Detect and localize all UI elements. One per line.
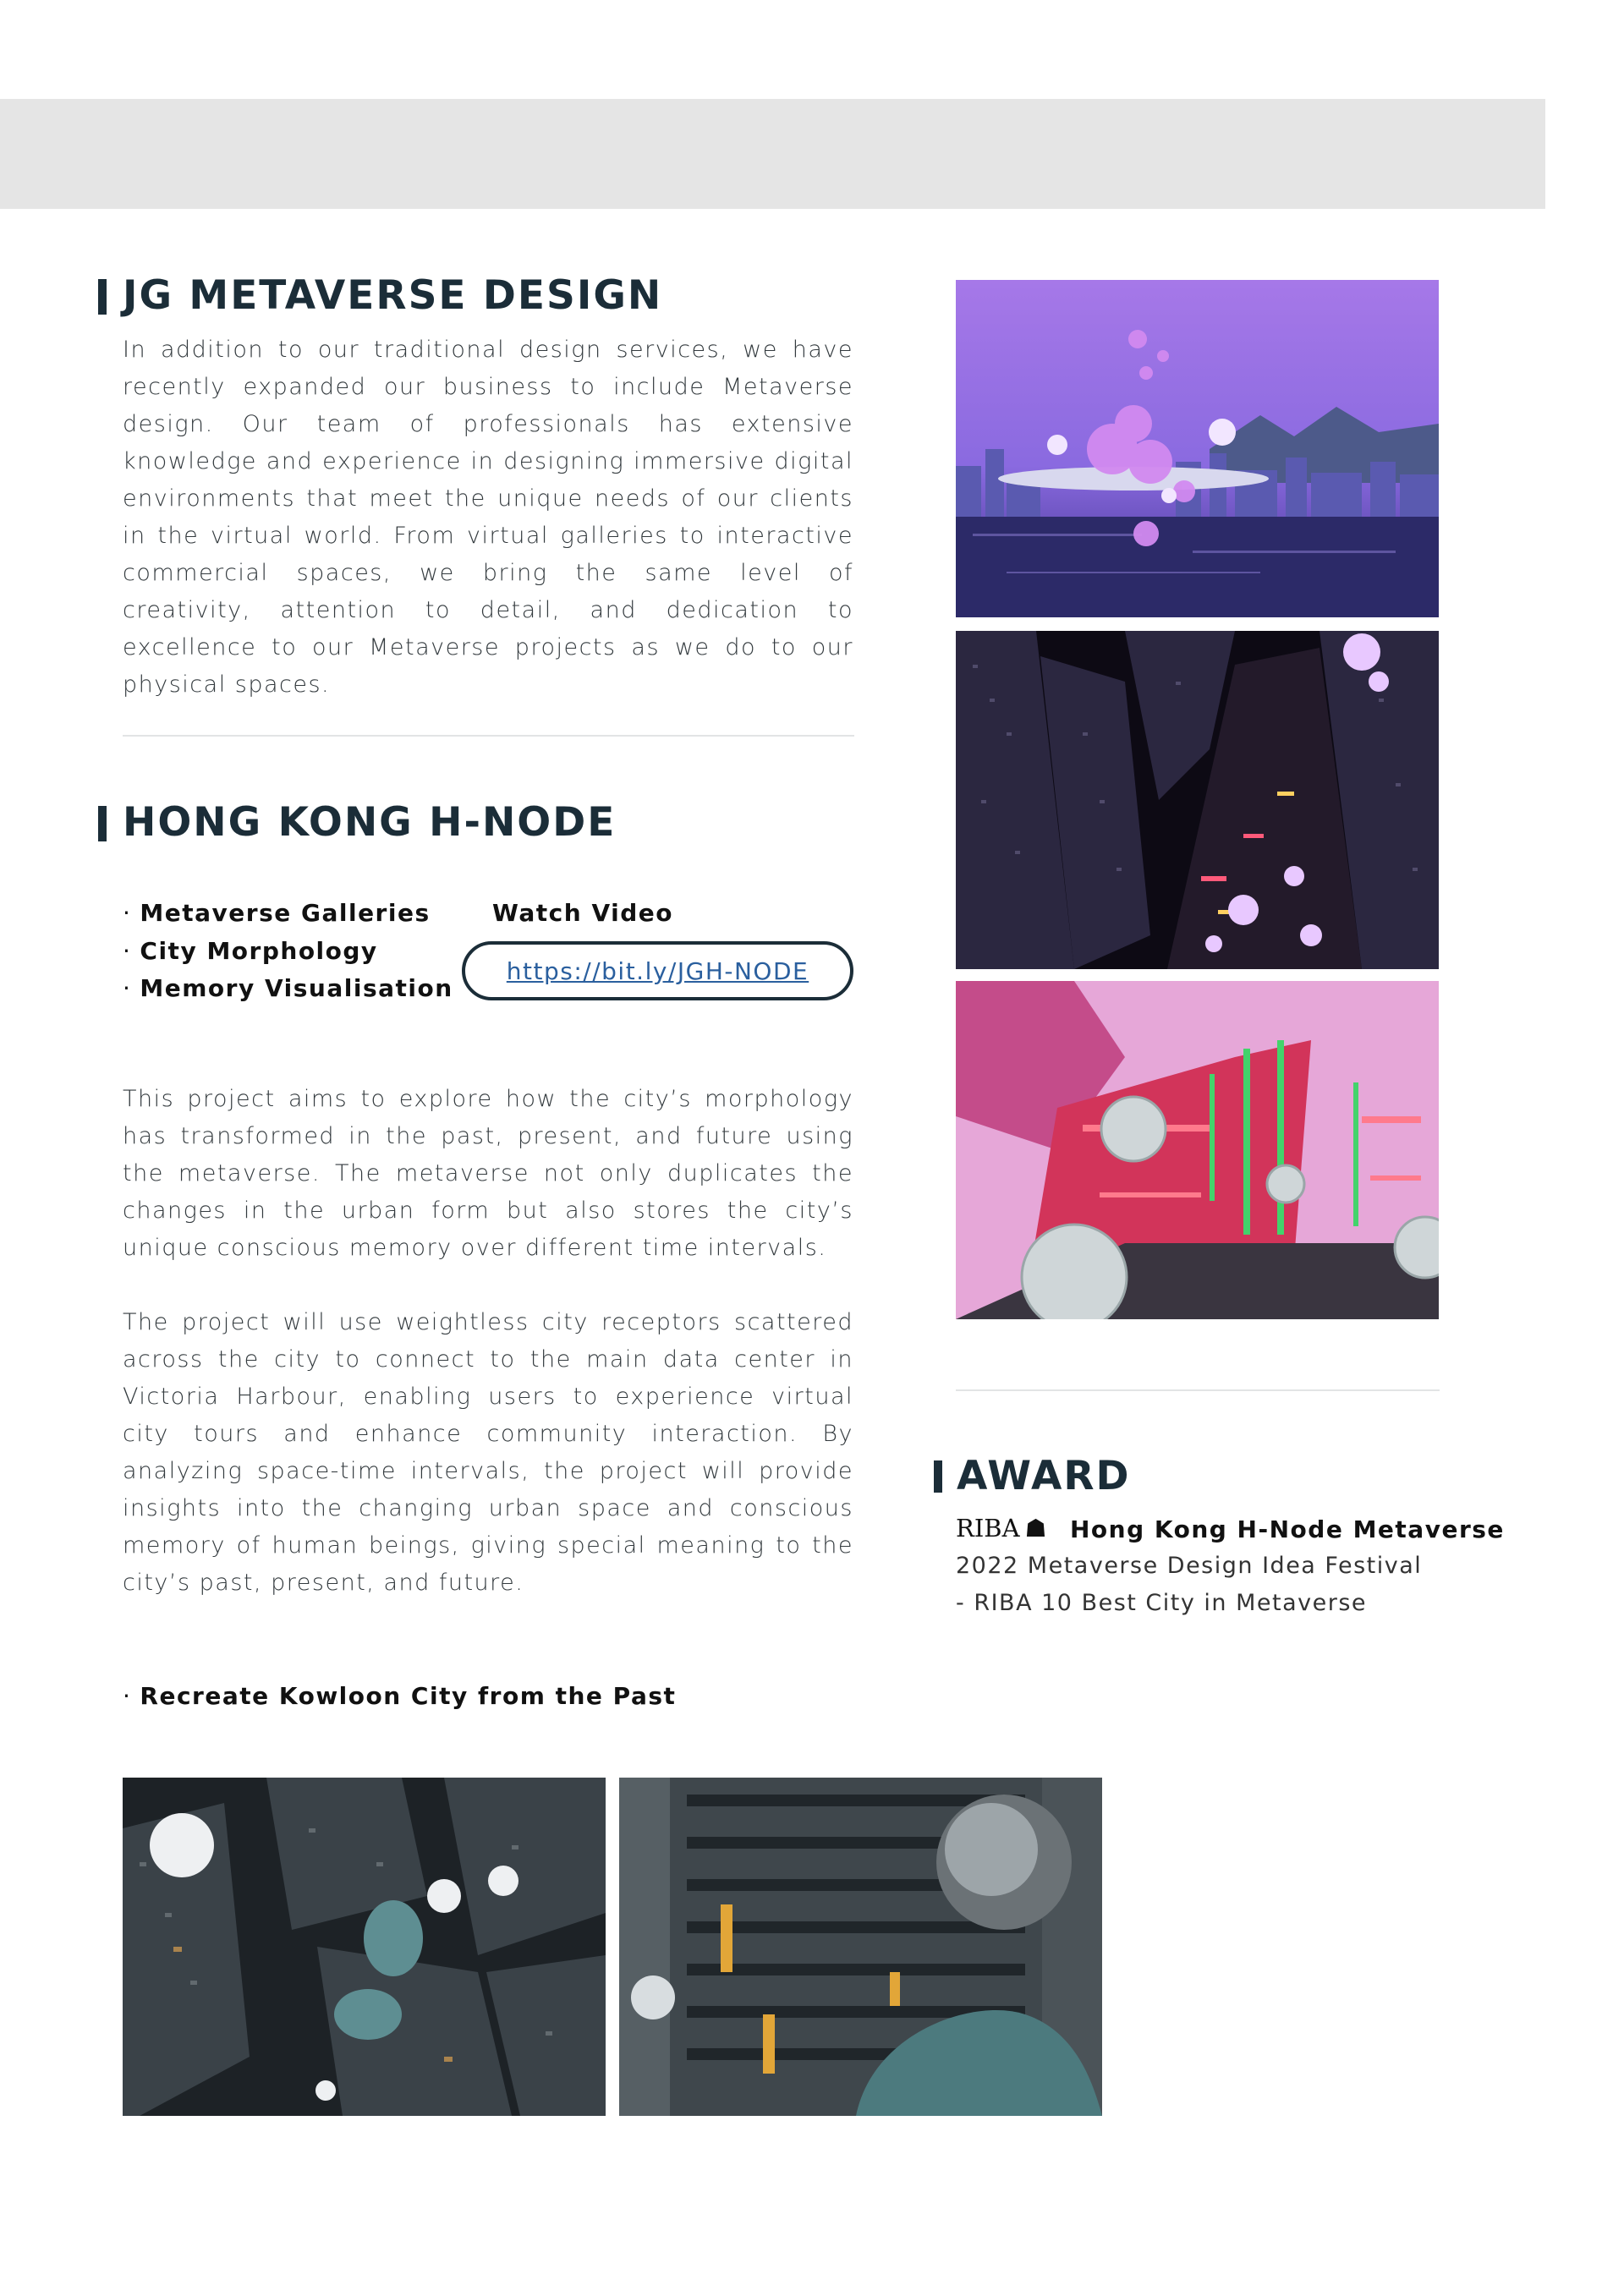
heading-accent-bar [98,806,107,841]
section-divider [956,1389,1440,1391]
hnode-feature-list [123,895,453,1008]
watch-video-label: Watch Video [492,899,673,927]
hnode-paragraph-2: The project will use weightless city receptors scattered across the city to connect to the main data center in Victoria Harbour, enabling users to experience virtual city tours and enhance community interaction. By analyzing space-time intervals, the project will provide insights into the changing urban space and conscious memory of human beings, giving special meaning to the city’s past, present, and future. [123,1309,853,1596]
video-link[interactable]: https://bit.ly/JGH-NODE [506,956,809,985]
hnode-paragraph-1: This project aims to explore how the city’s morphology has transformed in the past, present, and future using the metaverse. The metaverse not only duplicates the changes in the urban form but also stores the city’s unique conscious memory over different time intervals. [123,1086,853,1261]
neon-signs-image [956,981,1439,1319]
hnode-heading: HONG KONG H-NODE [123,799,617,846]
list-item: · Metaverse Galleries [123,899,431,927]
list-item: · Recreate Kowloon City from the Past [123,1682,677,1710]
metaverse-heading: JG METAVERSE DESIGN [123,272,663,319]
kowloon-facade-image [619,1778,1102,2116]
award-event: 2022 Metaverse Design Idea Festival [956,1553,1423,1579]
riba-logo: RIBA ☗ [956,1514,1047,1543]
night-city-image [956,631,1439,969]
kowloon-label [123,1678,676,1716]
riba-crest-icon: ☗ [1024,1514,1047,1543]
header-band [0,99,1545,209]
award-title: Hong Kong H-Node Metaverse [1070,1515,1505,1543]
award-heading: AWARD [957,1453,1131,1499]
section-divider [123,735,854,737]
list-item: · Memory Visualisation [123,974,453,1002]
list-item: · City Morphology [123,936,378,965]
award-distinction: - RIBA 10 Best City in Metaverse [956,1590,1368,1616]
heading-accent-bar [98,279,107,315]
video-link-pill[interactable] [462,941,853,1000]
heading-accent-bar [934,1460,942,1493]
harbour-bubbles-image [956,280,1439,617]
kowloon-rooftops-image [123,1778,606,2116]
metaverse-body: In addition to our traditional design services, we have recently expanded our business to include Metaverse design. Our team of professionals has extensive knowledge and experience in designing immersive digital environments that meet the unique needs of our clients in the virtual world. From virtual galleries to interactive commercial spaces, we bring the same level of creativity, attention to detail, and dedication to excellence to our Metaverse projects as we do to our physical spaces. [123,337,853,698]
